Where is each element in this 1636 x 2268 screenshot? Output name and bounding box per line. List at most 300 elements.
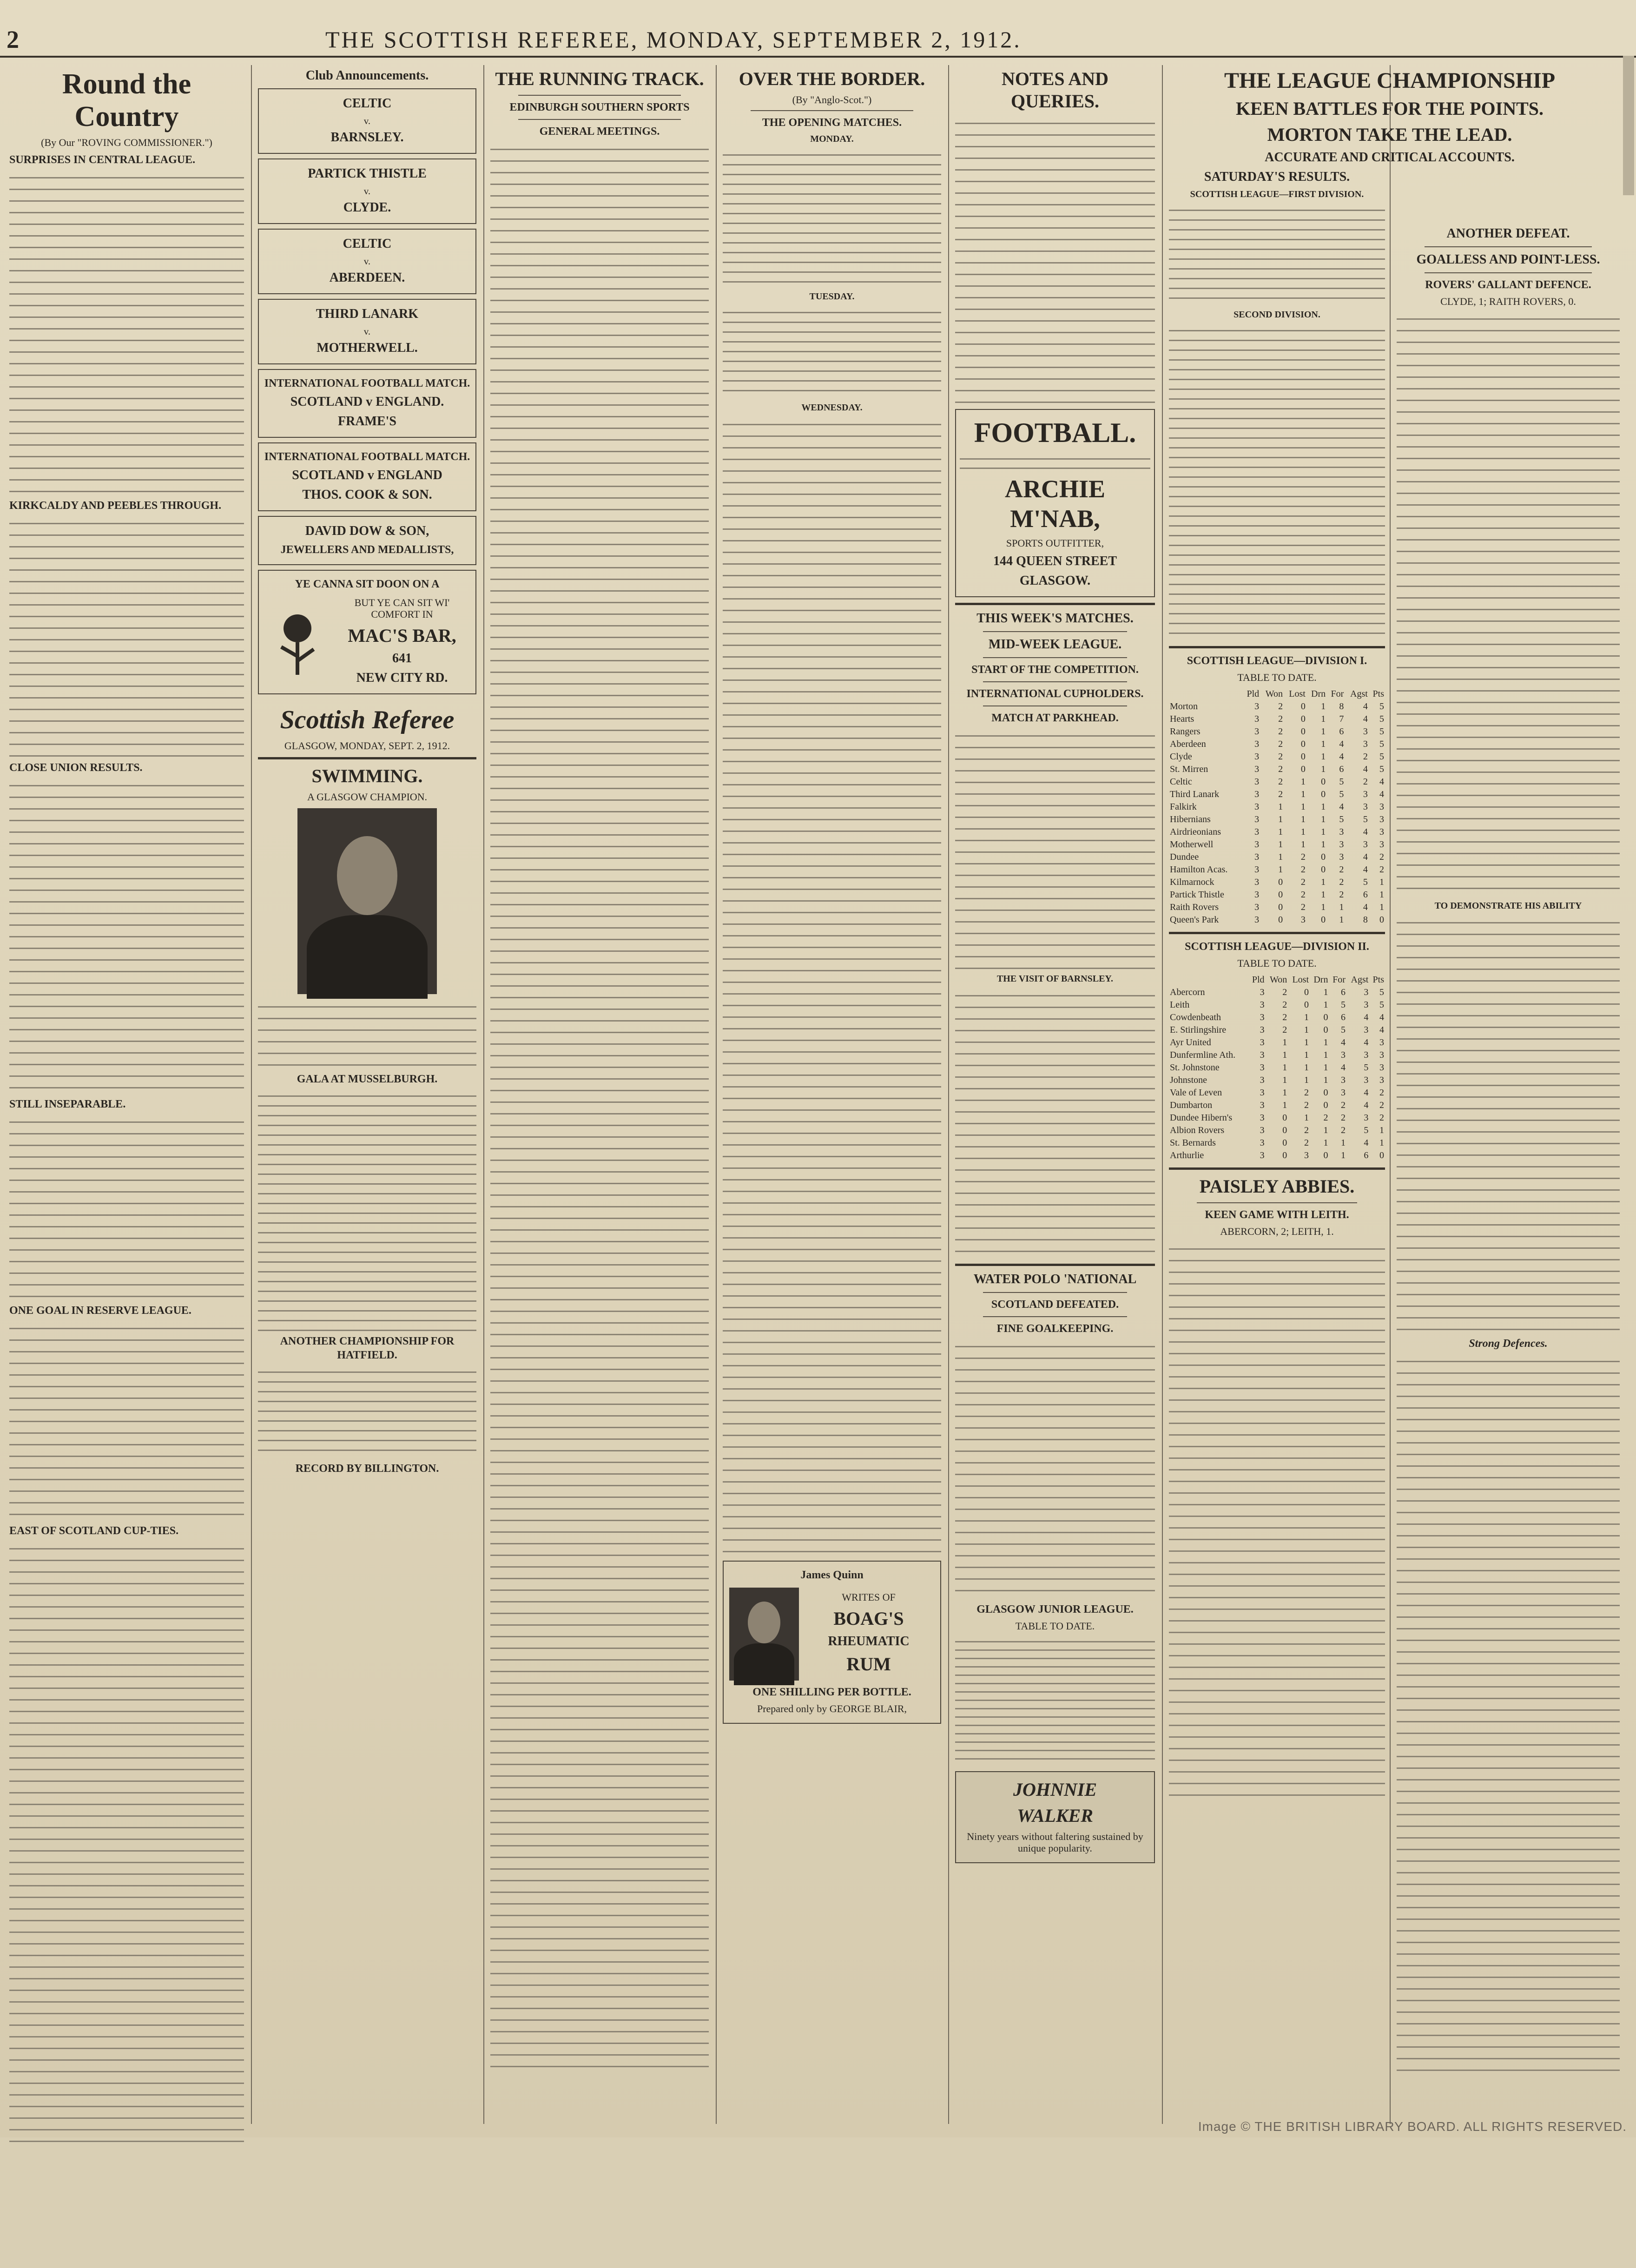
table-header-cell: Drn — [1311, 689, 1326, 699]
table-cell: 3 — [1260, 1150, 1265, 1160]
section-heading: CLOSE UNION RESULTS. — [9, 762, 143, 774]
table-cell: 2 — [1300, 902, 1306, 912]
table-cell: 1 — [1300, 827, 1306, 837]
article-subtitle: GOALLESS AND POINT-LESS. — [1416, 252, 1600, 267]
table-cell: 2 — [1363, 752, 1368, 762]
team-name-cell: Dundee — [1170, 852, 1199, 862]
table-cell: 4 — [1363, 864, 1368, 875]
portrait-coat — [734, 1643, 794, 1685]
section-heading: STILL INSEPARABLE. — [9, 1098, 126, 1110]
table-subtitle: TABLE TO DATE. — [1015, 1620, 1095, 1632]
team-name-cell: Kilmarnock — [1170, 877, 1214, 887]
day-heading: TUESDAY. — [809, 291, 855, 302]
table-cell: 2 — [1379, 864, 1384, 875]
team-name-cell: St. Bernards — [1170, 1138, 1216, 1148]
table-cell: 0 — [1282, 1113, 1287, 1123]
article-subtitle: KEEN GAME WITH LEITH. — [1205, 1209, 1349, 1221]
table-header-cell — [1169, 974, 1248, 986]
macs-bar-line: BUT YE CAN SIT WI' COMFORT IN — [354, 597, 450, 620]
table-cell: 1 — [1323, 1125, 1328, 1135]
table-cell: 4 — [1379, 1025, 1384, 1035]
table-cell: 1 — [1282, 1037, 1287, 1048]
table-header-row — [1169, 688, 1385, 700]
table-cell: 0 — [1282, 1150, 1287, 1160]
johnnie-walker-ad — [955, 1771, 1155, 1863]
table-header-cell: Agst — [1350, 689, 1368, 699]
body-text-block — [1397, 312, 1620, 897]
body-text-block — [9, 1321, 244, 1521]
team-name-cell: Aberdeen — [1170, 739, 1206, 749]
table-cell: 6 — [1340, 987, 1346, 997]
table-cell: 6 — [1340, 1012, 1346, 1022]
table-cell: 3 — [1379, 827, 1384, 837]
table-cell: 3 — [1254, 839, 1260, 850]
column-round-the-country — [9, 65, 244, 2110]
table-cell: 2 — [1300, 852, 1306, 862]
table-row — [1169, 838, 1385, 851]
table-cell: 4 — [1379, 789, 1384, 799]
body-text-block — [9, 1542, 244, 2146]
table-header-cell: Pld — [1247, 689, 1260, 699]
announcement-brand: THOS. COOK & SON. — [302, 488, 432, 502]
table-cell: 3 — [1379, 802, 1384, 812]
table-cell: 3 — [1260, 1025, 1265, 1035]
portrait-face — [337, 836, 397, 915]
article-subtitle: INTERNATIONAL CUPHOLDERS. — [966, 688, 1144, 700]
divider — [518, 119, 681, 120]
table-cell: 5 — [1363, 814, 1368, 824]
table-cell: 0 — [1300, 739, 1306, 749]
divider — [1169, 646, 1385, 648]
team-name-cell: Arthurlie — [1170, 1150, 1204, 1160]
table-cell: 3 — [1260, 1050, 1265, 1060]
article-subtitle: START OF THE COMPETITION. — [971, 664, 1139, 676]
table-cell: 1 — [1321, 902, 1326, 912]
table-cell: 1 — [1321, 814, 1326, 824]
ad-sub: SPORTS OUTFITTER, — [1006, 537, 1104, 549]
table-cell: 3 — [1260, 1075, 1265, 1085]
team-name-cell: Vale of Leven — [1170, 1088, 1222, 1098]
article-title: Round the Country — [62, 68, 191, 132]
article-title: NOTES AND QUERIES. — [1001, 68, 1109, 112]
announcement — [258, 299, 476, 364]
announcement-team: CELTIC — [343, 96, 392, 111]
table-cell: 3 — [1364, 1025, 1369, 1035]
table-cell: 1 — [1321, 701, 1326, 712]
table-cell: 1 — [1379, 1138, 1384, 1148]
article-subtitle: MID-WEEK LEAGUE. — [988, 637, 1122, 652]
announcement — [258, 442, 476, 511]
table-cell: 4 — [1339, 752, 1344, 762]
table-cell: 2 — [1300, 890, 1306, 900]
paper-nameplate: Scottish Referee — [280, 705, 455, 734]
table-cell: 3 — [1254, 877, 1260, 887]
table-cell: 0 — [1323, 1025, 1328, 1035]
table-cell: 3 — [1363, 726, 1368, 737]
divider — [1425, 246, 1592, 247]
table-cell: 2 — [1339, 864, 1344, 875]
article-title: THE RUNNING TRACK. — [495, 68, 704, 89]
announcement — [258, 516, 476, 565]
table-cell: 5 — [1339, 814, 1344, 824]
table-cell: 0 — [1278, 902, 1283, 912]
table-cell: 5 — [1363, 877, 1368, 887]
table-row — [1169, 1074, 1385, 1087]
table-cell: 1 — [1321, 839, 1326, 850]
table-row — [1169, 1061, 1385, 1074]
table-cell: 1 — [1304, 1062, 1309, 1073]
table-row — [1169, 1036, 1385, 1049]
table-cell: 8 — [1339, 701, 1344, 712]
column-rule — [251, 65, 252, 2124]
table-cell: 3 — [1379, 1062, 1384, 1073]
image-credit: Image © THE BRITISH LIBRARY BOARD. ALL RIGHTS RESERVED. — [1198, 2119, 1627, 2134]
division-one-table — [1169, 688, 1385, 926]
results-block — [723, 149, 941, 288]
table-cell: 2 — [1278, 752, 1283, 762]
table-cell: 2 — [1304, 1088, 1309, 1098]
table-cell: 4 — [1363, 852, 1368, 862]
table-cell: 0 — [1300, 701, 1306, 712]
table-cell: 2 — [1282, 1000, 1287, 1010]
team-name-cell: Celtic — [1170, 777, 1192, 787]
table-cell: 5 — [1379, 1000, 1384, 1010]
table-cell: 0 — [1321, 852, 1326, 862]
macs-bar-street: NEW CITY RD. — [356, 671, 448, 685]
table-cell: 1 — [1278, 827, 1283, 837]
table-title: GLASGOW JUNIOR LEAGUE. — [976, 1603, 1134, 1615]
table-cell: 3 — [1260, 1037, 1265, 1048]
article-subtitle: SCOTLAND DEFEATED. — [991, 1299, 1119, 1311]
table-cell: 6 — [1364, 1150, 1369, 1160]
table-cell: 0 — [1300, 752, 1306, 762]
table-row — [1169, 1124, 1385, 1137]
team-name-cell: St. Johnstone — [1170, 1062, 1220, 1073]
divider — [1197, 1202, 1357, 1203]
team-name-cell: Rangers — [1170, 726, 1201, 737]
table-cell: 1 — [1304, 1012, 1309, 1022]
divider — [1169, 1167, 1385, 1170]
table-header-cell: Lost — [1289, 689, 1306, 699]
day-heading: MONDAY. — [810, 134, 854, 144]
macs-bar-number: 641 — [392, 651, 412, 666]
column-rule — [1390, 65, 1391, 2124]
announcement-brand: DAVID DOW & SON, — [305, 524, 429, 538]
boags-rum-ad — [723, 1561, 941, 1724]
ad-text — [960, 453, 1150, 471]
announcement-team: CLYDE. — [343, 200, 391, 215]
table-cell: 3 — [1260, 1062, 1265, 1073]
column-over-the-border — [723, 65, 941, 2110]
table-header-cell: For — [1333, 975, 1346, 985]
table-cell: 2 — [1339, 877, 1344, 887]
team-name-cell: Hibernians — [1170, 814, 1211, 824]
table-cell: 4 — [1379, 1012, 1384, 1022]
table-cell: 1 — [1300, 839, 1306, 850]
table-cell: 0 — [1304, 987, 1309, 997]
table-row — [1169, 851, 1385, 864]
macs-bar-ad — [258, 570, 476, 694]
team-name-cell: Airdrieonians — [1170, 827, 1221, 837]
section-heading: EAST OF SCOTLAND CUP-TIES. — [9, 1525, 179, 1537]
table-row — [1169, 700, 1385, 713]
table-cell: 5 — [1340, 1000, 1346, 1010]
body-text-block — [1397, 1354, 1620, 2075]
divider — [983, 681, 1127, 682]
table-cell: 2 — [1278, 726, 1283, 737]
table-cell: 3 — [1254, 739, 1260, 749]
table-cell: 1 — [1282, 1100, 1287, 1110]
table-cell: 2 — [1340, 1113, 1346, 1123]
table-cell: 4 — [1340, 1062, 1346, 1073]
body-text-block — [955, 116, 1155, 404]
table-cell: 4 — [1363, 764, 1368, 774]
table-row — [1169, 738, 1385, 751]
table-cell: 4 — [1340, 1037, 1346, 1048]
body-text-block — [9, 171, 244, 496]
table-cell: 0 — [1323, 1088, 1328, 1098]
article-title: THE LEAGUE CHAMPIONSHIP — [1224, 68, 1556, 93]
table-cell: 1 — [1321, 877, 1326, 887]
article-subtitle: EDINBURGH SOUTHERN SPORTS — [509, 101, 690, 113]
table-cell: 3 — [1339, 852, 1344, 862]
table-cell: 5 — [1379, 752, 1384, 762]
ad-maker: Prepared only by GEORGE BLAIR, — [757, 1703, 907, 1714]
table-header-cell: Agst — [1351, 975, 1369, 985]
table-cell: 4 — [1363, 701, 1368, 712]
section-heading: THE VISIT OF BARNSLEY. — [996, 974, 1114, 984]
table-cell: 3 — [1260, 1125, 1265, 1135]
table-cell: 5 — [1379, 726, 1384, 737]
table-cell: 0 — [1282, 1138, 1287, 1148]
table-cell: 1 — [1323, 1050, 1328, 1060]
table-cell: 2 — [1278, 764, 1283, 774]
table-cell: 3 — [1363, 739, 1368, 749]
table-cell: 3 — [1260, 1100, 1265, 1110]
team-name-cell: Falkirk — [1170, 802, 1197, 812]
junior-table — [955, 1636, 1155, 1767]
body-text-block — [9, 516, 244, 758]
team-name-cell: E. Stirlingshire — [1170, 1025, 1227, 1035]
table-cell: 1 — [1321, 752, 1326, 762]
thistle-icon — [263, 605, 332, 679]
article-title: ANOTHER DEFEAT. — [1446, 226, 1570, 241]
table-row — [1169, 826, 1385, 838]
results-block — [1169, 204, 1385, 306]
table-row — [1169, 889, 1385, 901]
table-cell: 2 — [1278, 701, 1283, 712]
table-cell: 1 — [1379, 1125, 1384, 1135]
table-cell: 1 — [1340, 1138, 1346, 1148]
table-cell: 2 — [1379, 1100, 1384, 1110]
table-cell: 2 — [1282, 1025, 1287, 1035]
table-cell: 2 — [1278, 739, 1283, 749]
table-cell: 0 — [1323, 1012, 1328, 1022]
announcement-vs: v. — [363, 256, 371, 267]
table-cell: 1 — [1282, 1062, 1287, 1073]
team-name-cell: Leith — [1170, 1000, 1190, 1010]
table-cell: 0 — [1321, 915, 1326, 925]
section-title: SATURDAY'S RESULTS. — [1204, 170, 1350, 184]
table-cell: 2 — [1379, 852, 1384, 862]
table-row — [1169, 725, 1385, 738]
announcement-sub: JEWELLERS AND MEDALLISTS, — [280, 544, 454, 556]
table-row — [1169, 713, 1385, 725]
column-notes-queries — [955, 65, 1155, 2110]
column-another-defeat — [1397, 223, 1620, 2268]
table-cell: 2 — [1379, 1113, 1384, 1123]
table-cell: 2 — [1282, 987, 1287, 997]
table-row — [1169, 1087, 1385, 1099]
announcement-vs: v. — [363, 185, 371, 197]
article-subtitle: KEEN BATTLES FOR THE POINTS. — [1235, 98, 1544, 119]
ad-name: James Quinn — [800, 1569, 864, 1581]
table-cell: 1 — [1321, 726, 1326, 737]
ad-price: ONE SHILLING PER BOTTLE. — [752, 1686, 911, 1698]
table-cell: 1 — [1282, 1075, 1287, 1085]
table-cell: 3 — [1363, 789, 1368, 799]
table-cell: 3 — [1364, 1113, 1369, 1123]
table-cell: 1 — [1323, 987, 1328, 997]
table-cell: 0 — [1379, 1150, 1384, 1160]
table-cell: 0 — [1321, 789, 1326, 799]
article-subtitle: GENERAL MEETINGS. — [539, 125, 660, 138]
portrait-face — [748, 1602, 780, 1643]
article-title: PAISLEY ABBIES. — [1199, 1176, 1355, 1197]
table-cell: 2 — [1340, 1100, 1346, 1110]
body-text-block — [955, 1339, 1155, 1600]
table-cell: 3 — [1260, 1138, 1265, 1148]
team-name-cell: Hamilton Acas. — [1170, 864, 1228, 875]
table-cell: 1 — [1304, 1037, 1309, 1048]
table-cell: 5 — [1379, 764, 1384, 774]
table-title: SCOTTISH LEAGUE—DIVISION I. — [1187, 655, 1367, 667]
table-cell: 2 — [1323, 1113, 1328, 1123]
team-name-cell: Ayr United — [1170, 1037, 1211, 1048]
divider — [955, 1264, 1155, 1266]
table-cell: 5 — [1364, 1062, 1369, 1073]
section-title: Club Announcements. — [305, 68, 429, 83]
article-subtitle: ROVERS' GALLANT DEFENCE. — [1425, 279, 1591, 291]
table-cell: 4 — [1339, 802, 1344, 812]
table-cell: 3 — [1254, 852, 1260, 862]
table-cell: 1 — [1282, 1088, 1287, 1098]
table-cell: 0 — [1278, 915, 1283, 925]
divider — [983, 1316, 1127, 1317]
table-cell: 1 — [1321, 890, 1326, 900]
table-cell: 3 — [1254, 890, 1260, 900]
divider — [955, 603, 1155, 605]
section-heading: SCOTTISH LEAGUE—FIRST DIVISION. — [1190, 189, 1364, 199]
byline: (By Our "ROVING COMMISSIONER.") — [41, 137, 212, 148]
ad-brand: WALKER — [1017, 1805, 1093, 1826]
table-cell: 3 — [1379, 1075, 1384, 1085]
results-block — [1169, 324, 1385, 640]
divider — [983, 705, 1127, 706]
table-cell: 4 — [1363, 827, 1368, 837]
table-cell: 3 — [1363, 802, 1368, 812]
announcement — [258, 369, 476, 438]
column-rule — [1162, 65, 1163, 2124]
table-cell: 1 — [1323, 1138, 1328, 1148]
table-cell: 2 — [1278, 789, 1283, 799]
table-cell: 3 — [1254, 902, 1260, 912]
table-cell: 1 — [1300, 789, 1306, 799]
table-cell: 3 — [1254, 701, 1260, 712]
masthead-title: THE SCOTTISH REFEREE, MONDAY, SEPTEMBER 2, 1912. — [325, 26, 1022, 53]
table-cell: 1 — [1300, 802, 1306, 812]
announcement-team: CELTIC — [343, 237, 392, 251]
table-cell: 3 — [1254, 764, 1260, 774]
table-cell: 6 — [1363, 890, 1368, 900]
table-cell: 1 — [1304, 1050, 1309, 1060]
swimmer-portrait — [297, 808, 437, 994]
table-cell: 3 — [1340, 1050, 1346, 1060]
table-row — [1169, 864, 1385, 876]
announcement-vs: v. — [363, 326, 371, 337]
team-name-cell: Third Lanark — [1170, 789, 1220, 799]
table-cell: 5 — [1379, 987, 1384, 997]
table-cell: 1 — [1304, 1113, 1309, 1123]
team-name-cell: Dumbarton — [1170, 1100, 1213, 1110]
table-cell: 1 — [1379, 877, 1384, 887]
team-name-cell: St. Mirren — [1170, 764, 1208, 774]
table-cell: 3 — [1254, 864, 1260, 875]
announcement-team: MOTHERWELL. — [317, 341, 418, 355]
table-cell: 3 — [1254, 802, 1260, 812]
table-cell: 1 — [1379, 902, 1384, 912]
macs-bar-name: MAC'S BAR, — [348, 625, 456, 646]
table-cell: 4 — [1364, 1037, 1369, 1048]
announcement-team: BARNSLEY. — [330, 130, 404, 145]
table-cell: 1 — [1339, 902, 1344, 912]
byline: (By "Anglo-Scot.") — [792, 94, 872, 105]
macs-bar-line: YE CANNA SIT DOON ON A — [295, 578, 440, 590]
table-cell: 3 — [1379, 1050, 1384, 1060]
announcement-vs: v. — [363, 115, 371, 126]
table-cell: 3 — [1254, 789, 1260, 799]
table-cell: 3 — [1260, 987, 1265, 997]
divider — [983, 657, 1127, 658]
table-row — [1169, 1149, 1385, 1162]
table-row — [1169, 1099, 1385, 1112]
team-name-cell: Partick Thistle — [1170, 890, 1224, 900]
announcement-team: ABERDEEN. — [329, 270, 405, 285]
table-row — [1169, 901, 1385, 914]
table-cell: 0 — [1300, 726, 1306, 737]
body-text-block — [955, 989, 1155, 1258]
table-cell: 3 — [1379, 839, 1384, 850]
section-heading: SURPRISES IN CENTRAL LEAGUE. — [9, 154, 196, 166]
table-row — [1169, 986, 1385, 999]
table-cell: 3 — [1260, 1113, 1265, 1123]
ad-line: Ninety years without faltering sustained by unique popularity. — [967, 1831, 1143, 1854]
table-cell: 2 — [1304, 1138, 1309, 1148]
table-cell: 0 — [1300, 764, 1306, 774]
table-cell: 0 — [1300, 714, 1306, 724]
team-name-cell: Johnstone — [1170, 1075, 1207, 1085]
article-title: THIS WEEK'S MATCHES. — [976, 611, 1134, 626]
divider — [983, 631, 1127, 632]
table-cell: 2 — [1282, 1012, 1287, 1022]
table-cell: 3 — [1364, 987, 1369, 997]
section-heading: KIRKCALDY AND PEEBLES THROUGH. — [9, 500, 222, 512]
masthead — [0, 23, 1636, 58]
table-cell: 2 — [1379, 1088, 1384, 1098]
ad-address: 144 QUEEN STREET — [993, 554, 1117, 568]
table-cell: 0 — [1321, 777, 1326, 787]
day-heading: WEDNESDAY. — [801, 402, 863, 413]
